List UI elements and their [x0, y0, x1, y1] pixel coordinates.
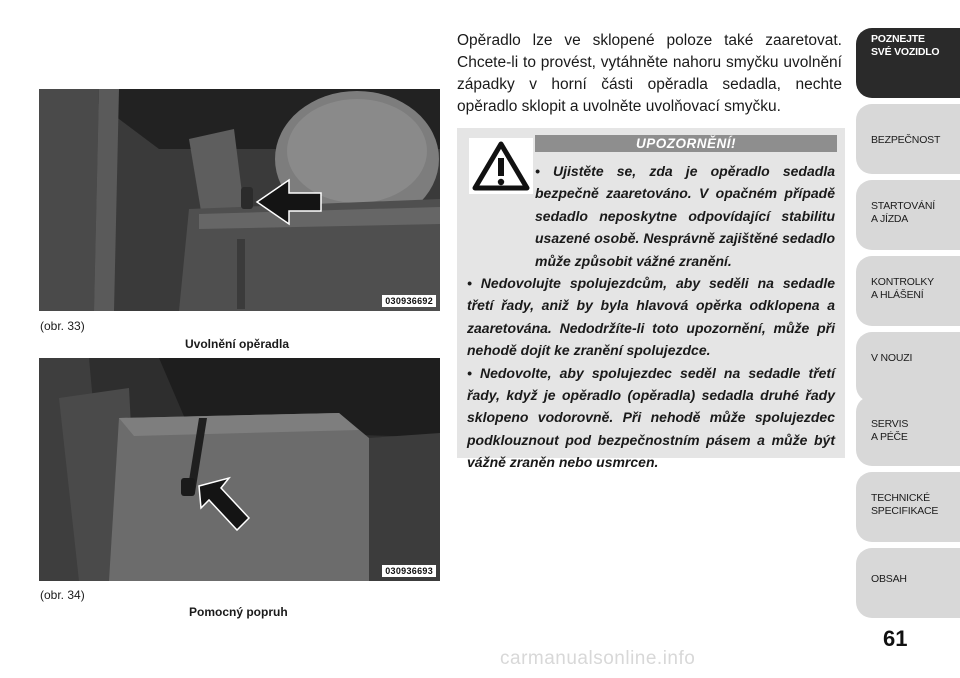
tab-technicke-specifikace[interactable] [856, 472, 960, 542]
tab-label-line: BEZPEČNOST [871, 134, 941, 146]
tab-label-line: V NOUZI [871, 352, 913, 364]
figure-34-photo [39, 358, 440, 581]
figure-33-code: 030936692 [382, 295, 436, 307]
tab-label-line: TECHNICKÉ [871, 492, 930, 504]
tab-label-line: STARTOVÁNÍ [871, 200, 935, 212]
tab-label-line: A HLÁŠENÍ [871, 289, 924, 301]
warning-item-3: • Nedovolte, aby spolujezdec seděl na sedadle třetí řady, když je opěradlo (opěradla) sedadla druhé řady sklopeno vodorovně. Při nehodě může spolujezdec podklouznout pod bezpečnostním pásem a může být vážně zraněn nebo usmrcen. [467, 364, 835, 471]
tab-startovani-a-jizda[interactable] [856, 180, 960, 250]
warning-item-1: • Ujistěte se, zda je opěradlo sedadla bezpečně zaaretováno. V opačném případě sedadlo neposkytne odpovídající stabilitu usazené osobě. Nesprávně zajištěné sedadlo může způsobit vážné zranění. [535, 163, 835, 269]
tab-label-line: POZNEJTE [871, 33, 925, 45]
tab-kontrolky-a-hlaseni[interactable] [856, 256, 960, 326]
tab-bezpecnost[interactable] [856, 104, 960, 174]
warning-body [467, 160, 835, 474]
figure-34-ref: (obr. 34) [40, 588, 85, 602]
tab-label-line: OBSAH [871, 573, 907, 585]
tab-poznejte-sve-vozidlo[interactable] [856, 28, 960, 98]
tab-servis-a-pece[interactable] [856, 396, 960, 466]
tab-label-line: SPECIFIKACE [871, 505, 939, 517]
figure-33-ref: (obr. 33) [40, 319, 85, 333]
warning-box [457, 128, 845, 471]
tab-label-line: SERVIS [871, 418, 909, 430]
tab-label-line: KONTROLKY [871, 276, 934, 288]
tab-label-line: A JÍZDA [871, 213, 909, 225]
figure-33-photo [39, 89, 440, 311]
page-number: 61 [883, 626, 908, 651]
tab-obsah[interactable] [856, 548, 960, 618]
warning-heading: UPOZORNĚNÍ! [535, 135, 837, 152]
intro-paragraph: Opěradlo lze ve sklopené poloze také zaaretovat. Chcete-li to provést, vytáhněte nahoru smyčku uvolnění západky v horní části opěradla sedadla, nechte opěradlo sklopit a uvolněte uvolňovací smyčku. [457, 32, 842, 115]
tab-v-nouzi[interactable] [856, 332, 960, 402]
warning-item-2: • Nedovolujte spolujezdcům, aby seděli na sedadle třetí řady, aniž by byla hlavová opěrka odklopena a zaaretována. Nedodržíte-li toto upozornění, může při nehodě dojít ke zranění spolujezdce. [467, 275, 835, 359]
figure-34-caption: Pomocný popruh [189, 605, 288, 619]
tab-label-line: SVÉ VOZIDLO [871, 46, 940, 58]
figure-33-caption: Uvolnění opěradla [185, 337, 290, 351]
watermark: carmanualsonline.info [500, 648, 696, 669]
figure-34-code: 030936693 [382, 565, 436, 577]
tab-label-line: A PÉČE [871, 431, 908, 443]
